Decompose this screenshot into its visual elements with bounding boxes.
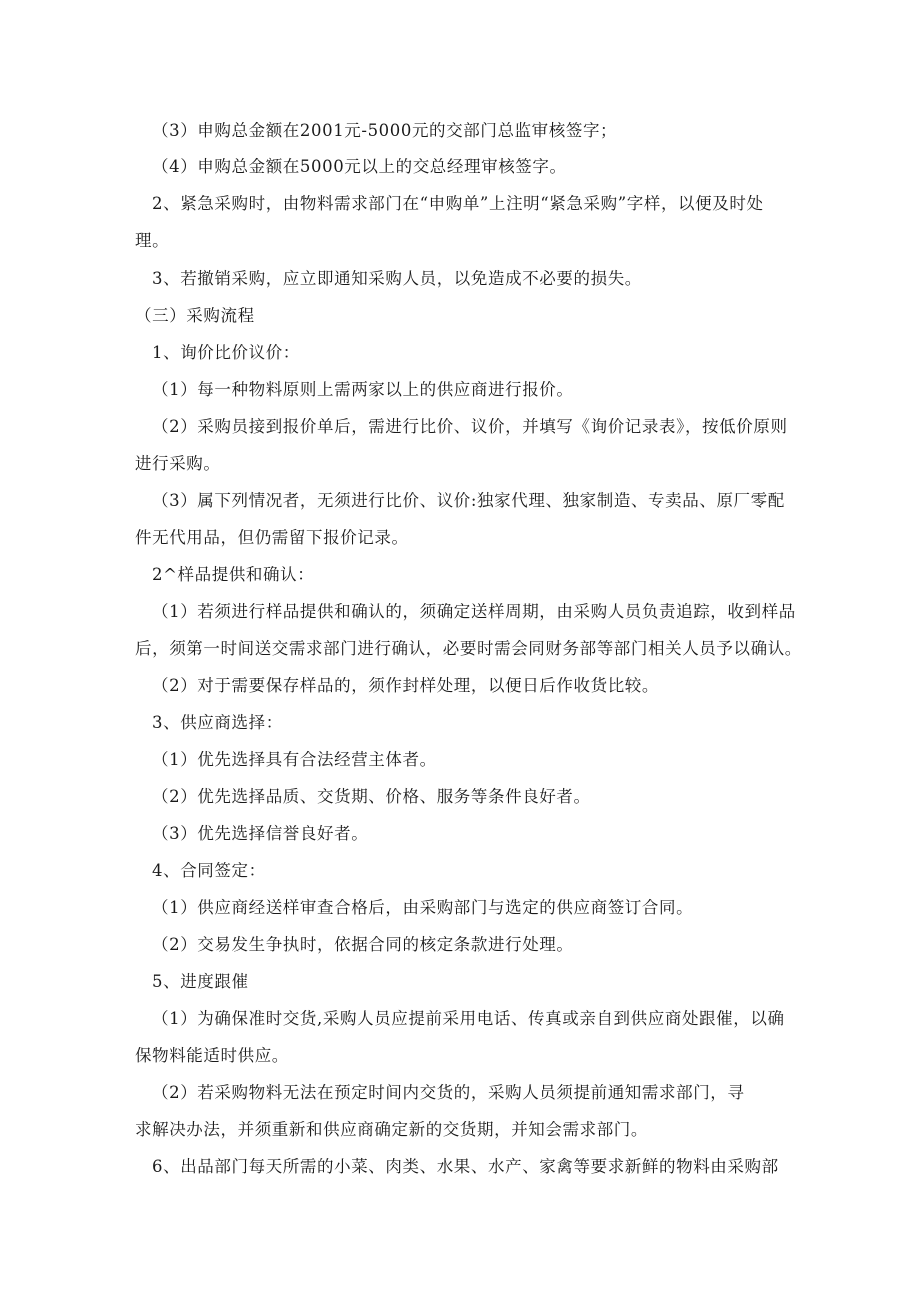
text-line: 件无代用品，但仍需留下报价记录。 xyxy=(135,528,409,547)
text-line: 1、询价比价议价： xyxy=(152,343,300,362)
section-heading: （三）采购流程 xyxy=(135,306,255,325)
text-line: 求解决办法，并须重新和供应商确定新的交货期，并知会需求部门。 xyxy=(135,1120,648,1139)
text-line: 后，须第一时间送交需求部门进行确认，必要时需会同财务部等部门相关人员予以确认。 xyxy=(135,639,802,658)
text-line: 3、若撤销采购，应立即通知采购人员，以免造成不必要的损失。 xyxy=(152,269,642,288)
text-line: （1）供应商经送样审查合格后，由采购部门与选定的供应商签订合同。 xyxy=(152,898,694,917)
text-line: 2、紧急采购时，由物料需求部门在“申购单”上注明“紧急采购”字样，以便及时处 xyxy=(152,194,764,213)
text-line: （2）若采购物料无法在预定时间内交货的，采购人员须提前通知需求部门，寻 xyxy=(152,1083,745,1102)
text-line: （1）优先选择具有合法经营主体者。 xyxy=(152,750,437,769)
text-line: 3、供应商选择： xyxy=(152,713,283,732)
text-line: （2）交易发生争执时，依据合同的核定条款进行处理。 xyxy=(152,935,574,954)
text-line: 4、合同签定： xyxy=(152,861,266,880)
text-line: （3）优先选择信誉良好者。 xyxy=(152,824,369,843)
text-line: （2）优先选择品质、交货期、价格、服务等条件良好者。 xyxy=(152,787,591,806)
text-line: （4）申购总金额在5000元以上的交总经理审核签字。 xyxy=(152,157,567,176)
text-line: 5、进度跟催 xyxy=(152,972,249,991)
text-line: （2）采购员接到报价单后，需进行比价、议价，并填写《询价记录表》，按低价原则 xyxy=(152,417,788,436)
text-line: 理。 xyxy=(135,231,170,250)
text-line: （3）申购总金额在2001元-5000元的交部门总监审核签字； xyxy=(152,121,618,140)
text-line: 2^样品提供和确认： xyxy=(152,565,315,584)
text-line: 保物料能适时供应。 xyxy=(135,1046,289,1065)
text-line: 进行采购。 xyxy=(135,454,221,473)
text-line: （1）若须进行样品提供和确认的，须确定送样周期，由采购人员负责追踪，收到样品 xyxy=(152,602,796,621)
text-line: （1）为确保准时交货,采购人员应提前采用电话、传真或亲自到供应商处跟催，以确 xyxy=(152,1009,785,1028)
text-line: 6、出品部门每天所需的小菜、肉类、水果、水产、家禽等要求新鲜的物料由采购部 xyxy=(152,1157,779,1176)
text-line: （1）每一种物料原则上需两家以上的供应商进行报价。 xyxy=(152,380,574,399)
text-line: （3）属下列情况者，无须进行比价、议价:独家代理、独家制造、专卖品、原厂零配 xyxy=(152,491,785,510)
text-line: （2）对于需要保存样品的，须作封样处理，以便日后作收货比较。 xyxy=(152,676,659,695)
